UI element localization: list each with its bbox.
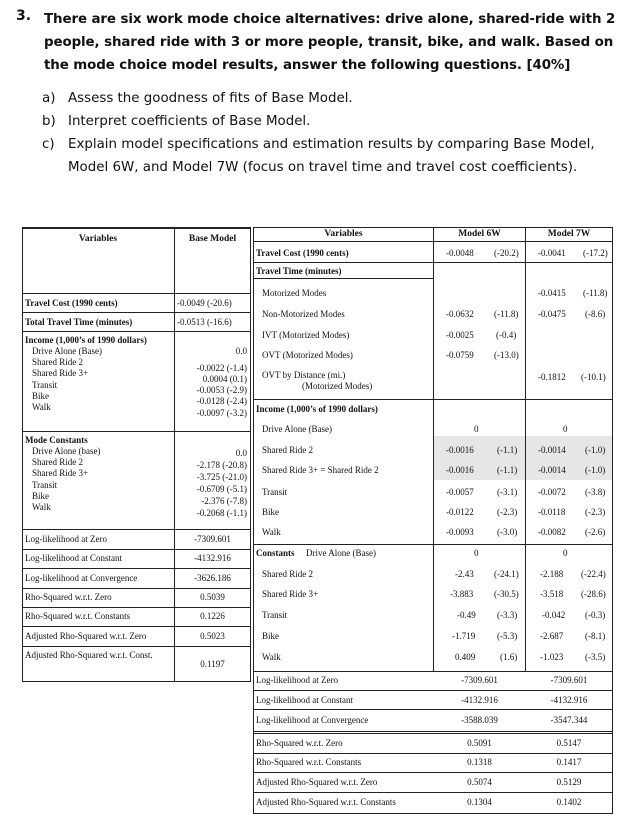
- model-7w-coef: -0.0014: [538, 465, 566, 475]
- sub-question-label: a): [42, 91, 56, 106]
- base-travel-cost-value: -0.0049 (-20.6): [177, 298, 232, 308]
- model-6w-tstat: (-1.1): [497, 445, 518, 455]
- base-income-value: -0.0022 (-1.4): [196, 363, 247, 373]
- model-6w-stat: -7309.601: [461, 675, 498, 685]
- model-7w-coef: -2.687: [540, 631, 564, 641]
- sub-question-text: Explain model specifications and estimation results by comparing Base Model, Model 6W, and Model 7W (focus on travel time and travel cost coefficients).: [68, 137, 595, 175]
- model-6w-tstat: (-0.4): [496, 330, 517, 340]
- model-7w-coef: -0.1812: [538, 372, 566, 382]
- question-number: 3.: [16, 8, 32, 24]
- model-7w-tstat: (-0.3): [585, 610, 606, 620]
- model-7w-tstat: (-28.6): [581, 589, 606, 599]
- model-6w-tstat: (-13.0): [494, 350, 519, 360]
- model-7w-coef: -0.0475: [538, 309, 566, 319]
- model-7w-tstat: (-22.4): [581, 569, 606, 579]
- model-6w-coef: -0.0632: [446, 309, 474, 319]
- base-stat-label: Rho-Squared w.r.t. Constants: [25, 611, 131, 621]
- model-constant-label: Transit: [262, 610, 288, 620]
- model-7w-coef: -0.0072: [538, 487, 566, 497]
- model-6w-coef: 0.409: [455, 652, 476, 662]
- model-ovt-distance-label: OVT by Distance (mi.): [262, 370, 346, 380]
- model-6w-coef: -0.0016: [446, 445, 474, 455]
- model-6w-tstat: (-24.1): [494, 569, 519, 579]
- model-6w-coef: -0.49: [457, 610, 476, 620]
- base-stat-label: Adjusted Rho-Squared w.r.t. Const.: [25, 650, 153, 660]
- base-stat-value: 0.1197: [200, 659, 225, 669]
- model-income-label: Shared Ride 3+ = Shared Ride 2: [262, 465, 379, 475]
- model-stat-label: Log-likelihood at Convergence: [256, 715, 369, 725]
- model-7w-stat: -4132.916: [550, 695, 588, 705]
- model-travel-cost-label: Travel Cost (1990 cents): [256, 248, 349, 258]
- model-7w-coef: -0.0041: [538, 248, 566, 258]
- model-6w-tstat: (-1.1): [497, 465, 518, 475]
- base-travel-time-value: -0.0513 (-16.6): [177, 317, 232, 327]
- model-7w-tstat: (-11.8): [583, 288, 608, 298]
- model-stat-label: Rho-Squared w.r.t. Constants: [256, 757, 362, 767]
- model-income-label: Drive Alone (Base): [262, 424, 332, 434]
- model-7w-tstat: (-8.1): [585, 631, 606, 641]
- question-text: There are six work mode choice alternatives: drive alone, shared-ride with 2 people, shared ride with 3 or more people, transit, bike, and walk. Based on the mode choice model results, answer the following questions. [40%]: [44, 12, 616, 73]
- base-travel-cost-label: Travel Cost (1990 cents): [25, 298, 118, 308]
- model-income-label: Walk: [262, 527, 281, 537]
- model-stat-label: Adjusted Rho-Squared w.r.t. Zero: [256, 777, 378, 787]
- model-7w-coef: -0.0014: [538, 445, 566, 455]
- model-6w-coef: 0: [474, 424, 479, 434]
- base-stat-label: Adjusted Rho-Squared w.r.t. Zero: [25, 631, 147, 641]
- base-income-label: Transit: [32, 380, 58, 390]
- model-7w-tstat: (-3.8): [585, 487, 606, 497]
- model-7w-stat: -7309.601: [550, 675, 588, 685]
- model-7w-stat: -3547.344: [550, 715, 588, 725]
- model-6w-coef: 0: [474, 548, 479, 558]
- base-income-label: Shared Ride 2: [32, 357, 83, 367]
- model-6w-tstat: (-3.0): [497, 527, 518, 537]
- model-header-7w: Model 7W: [547, 229, 591, 239]
- base-income-value: -0.0128 (-2.4): [196, 396, 247, 406]
- model-7w-tstat: (-8.6): [585, 309, 606, 319]
- model-7w-coef: -0.0082: [538, 527, 566, 537]
- base-constants-title: Mode Constants: [25, 435, 88, 445]
- base-income-value: -0.0097 (-3.2): [196, 408, 247, 418]
- model-stat-label: Log-likelihood at Constant: [256, 695, 353, 705]
- base-stat-value: -4132.916: [194, 553, 231, 563]
- model-6w-coef: -1.719: [452, 631, 476, 641]
- model-constants-title: Constants: [256, 548, 295, 558]
- model-6w-tstat: (-5.3): [497, 631, 518, 641]
- model-6w-tstat: (-20.2): [494, 248, 519, 258]
- model-7w-coef: -3.518: [540, 589, 564, 599]
- model-header-variables: Variables: [324, 229, 363, 239]
- model-6w-coef: -2.43: [455, 569, 474, 579]
- base-constant-label: Drive Alone (base): [32, 446, 101, 456]
- base-constant-value: -0.2068 (-1.1): [196, 508, 247, 518]
- model-6w-coef: -0.0025: [446, 330, 474, 340]
- model-ovt-distance-sublabel: (Motorized Modes): [302, 381, 373, 391]
- model-constant-label: Drive Alone (Base): [306, 548, 376, 558]
- base-stat-label: Rho-Squared w.r.t. Zero: [25, 592, 112, 602]
- base-travel-time-label: Total Travel Time (minutes): [25, 317, 133, 327]
- model-ovt-label: OVT (Motorized Modes): [262, 350, 353, 360]
- model-income-label: Shared Ride 2: [262, 445, 313, 455]
- base-income-value: 0.0: [235, 346, 247, 356]
- model-6w-tstat: (-3.1): [497, 487, 518, 497]
- base-income-title: Income (1,000’s of 1990 dollars): [25, 335, 147, 345]
- model-constant-label: Shared Ride 2: [262, 569, 313, 579]
- model-7w-tstat: (-2.3): [585, 507, 606, 517]
- model-7w-coef: 0: [563, 548, 568, 558]
- model-7w-coef: 0: [563, 424, 568, 434]
- base-stat-value: 0.5023: [200, 631, 225, 641]
- base-header-model: Base Model: [188, 234, 237, 244]
- model-6w-coef: -3.883: [450, 589, 474, 599]
- base-income-label: Shared Ride 3+: [32, 368, 89, 378]
- model-constant-label: Walk: [262, 652, 281, 662]
- base-stat-value: -7309.601: [194, 534, 231, 544]
- model-7w-stat: 0.5129: [556, 777, 582, 787]
- model-6w-coef: -0.0048: [446, 248, 474, 258]
- model-6w-stat: 0.1318: [467, 757, 492, 767]
- base-stat-value: 0.1226: [200, 611, 225, 621]
- sub-question-label: b): [42, 114, 56, 129]
- model-6w-tstat: (-3.3): [497, 610, 518, 620]
- base-stat-label: Log-likelihood at Zero: [25, 534, 107, 544]
- model-7w-tstat: (-1.0): [585, 465, 606, 475]
- base-header-variables: Variables: [78, 234, 118, 244]
- model-7w-stat: 0.1417: [556, 757, 582, 767]
- model-income-label: Transit: [262, 487, 288, 497]
- base-constant-label: Bike: [32, 491, 49, 501]
- model-6w-coef: -0.0093: [446, 527, 474, 537]
- model-7w-stat: 0.5147: [556, 738, 582, 748]
- base-constant-label: Shared Ride 2: [32, 457, 83, 467]
- model-motorized-label: Motorized Modes: [262, 288, 327, 298]
- base-income-value: -0.0053 (-2.9): [196, 385, 247, 395]
- model-7w-tstat: (-10.1): [581, 372, 606, 382]
- model-6w-coef: -0.0759: [446, 350, 474, 360]
- model-6w-stat: 0.1304: [467, 797, 492, 807]
- base-constant-value: -3.725 (-21.0): [196, 472, 247, 482]
- model-7w-coef: -0.0118: [538, 507, 566, 517]
- model-income-title: Income (1,000’s of 1990 dollars): [256, 404, 378, 414]
- model-6w-tstat: (-11.8): [494, 309, 519, 319]
- model-6w-stat: -4132.916: [461, 695, 498, 705]
- model-7w-tstat: (-17.2): [583, 248, 608, 258]
- model-7w-coef: -0.0415: [538, 288, 566, 298]
- model-6w-stat: -3588.039: [461, 715, 498, 725]
- base-income-label: Walk: [32, 402, 51, 412]
- base-constant-value: -2.376 (-7.8): [201, 496, 247, 506]
- base-constant-label: Walk: [32, 502, 51, 512]
- model-stat-label: Log-likelihood at Zero: [256, 675, 338, 685]
- model-7w-coef: -1.023: [540, 652, 564, 662]
- base-constant-value: 0.0: [235, 448, 247, 458]
- base-constant-label: Shared Ride 3+: [32, 468, 89, 478]
- model-7w-tstat: (-2.6): [585, 527, 606, 537]
- base-stat-label: Log-likelihood at Convergence: [25, 573, 138, 583]
- base-constant-label: Transit: [32, 480, 58, 490]
- model-non-motorized-label: Non-Motorized Modes: [262, 309, 345, 319]
- model-7w-tstat: (-1.0): [585, 445, 606, 455]
- sub-question-label: c): [42, 137, 55, 152]
- model-stat-label: Adjusted Rho-Squared w.r.t. Constants: [256, 797, 396, 807]
- model-constant-label: Shared Ride 3+: [262, 589, 319, 599]
- base-income-label: Drive Alone (Base): [32, 346, 102, 356]
- base-constant-value: -0.6709 (-5.1): [196, 484, 247, 494]
- model-header-6w: Model 6W: [458, 229, 501, 239]
- model-6w-stat: 0.5074: [467, 777, 492, 787]
- sub-question-text: Interpret coefficients of Base Model.: [68, 114, 311, 129]
- model-ivt-label: IVT (Motorized Modes): [262, 330, 350, 340]
- model-6w-tstat: (-30.5): [494, 589, 519, 599]
- model-travel-time-title: Travel Time (minutes): [256, 266, 342, 276]
- model-6w-coef: -0.0016: [446, 465, 474, 475]
- base-income-label: Bike: [32, 391, 49, 401]
- model-constant-label: Bike: [262, 631, 279, 641]
- sub-question-text: Assess the goodness of fits of Base Model.: [68, 91, 353, 106]
- base-income-value: 0.0004 (0.1): [202, 374, 247, 384]
- model-6w-stat: 0.5091: [467, 738, 492, 748]
- model-7w-tstat: (-3.5): [585, 652, 606, 662]
- model-6w-coef: -0.0122: [446, 507, 474, 517]
- base-stat-label: Log-likelihood at Constant: [25, 553, 122, 563]
- model-stat-label: Rho-Squared w.r.t. Zero: [256, 738, 343, 748]
- model-6w-coef: -0.0057: [446, 487, 474, 497]
- model-6w-tstat: (-2.3): [497, 507, 518, 517]
- model-7w-coef: -0.042: [542, 610, 566, 620]
- base-stat-value: -3626.186: [194, 573, 231, 583]
- base-constant-value: -2.178 (-20.8): [196, 460, 247, 470]
- model-income-label: Bike: [262, 507, 279, 517]
- model-6w-tstat: (1.6): [500, 652, 518, 662]
- model-7w-coef: -2.188: [540, 569, 564, 579]
- base-stat-value: 0.5039: [200, 592, 225, 602]
- model-7w-stat: 0.1402: [556, 797, 582, 807]
